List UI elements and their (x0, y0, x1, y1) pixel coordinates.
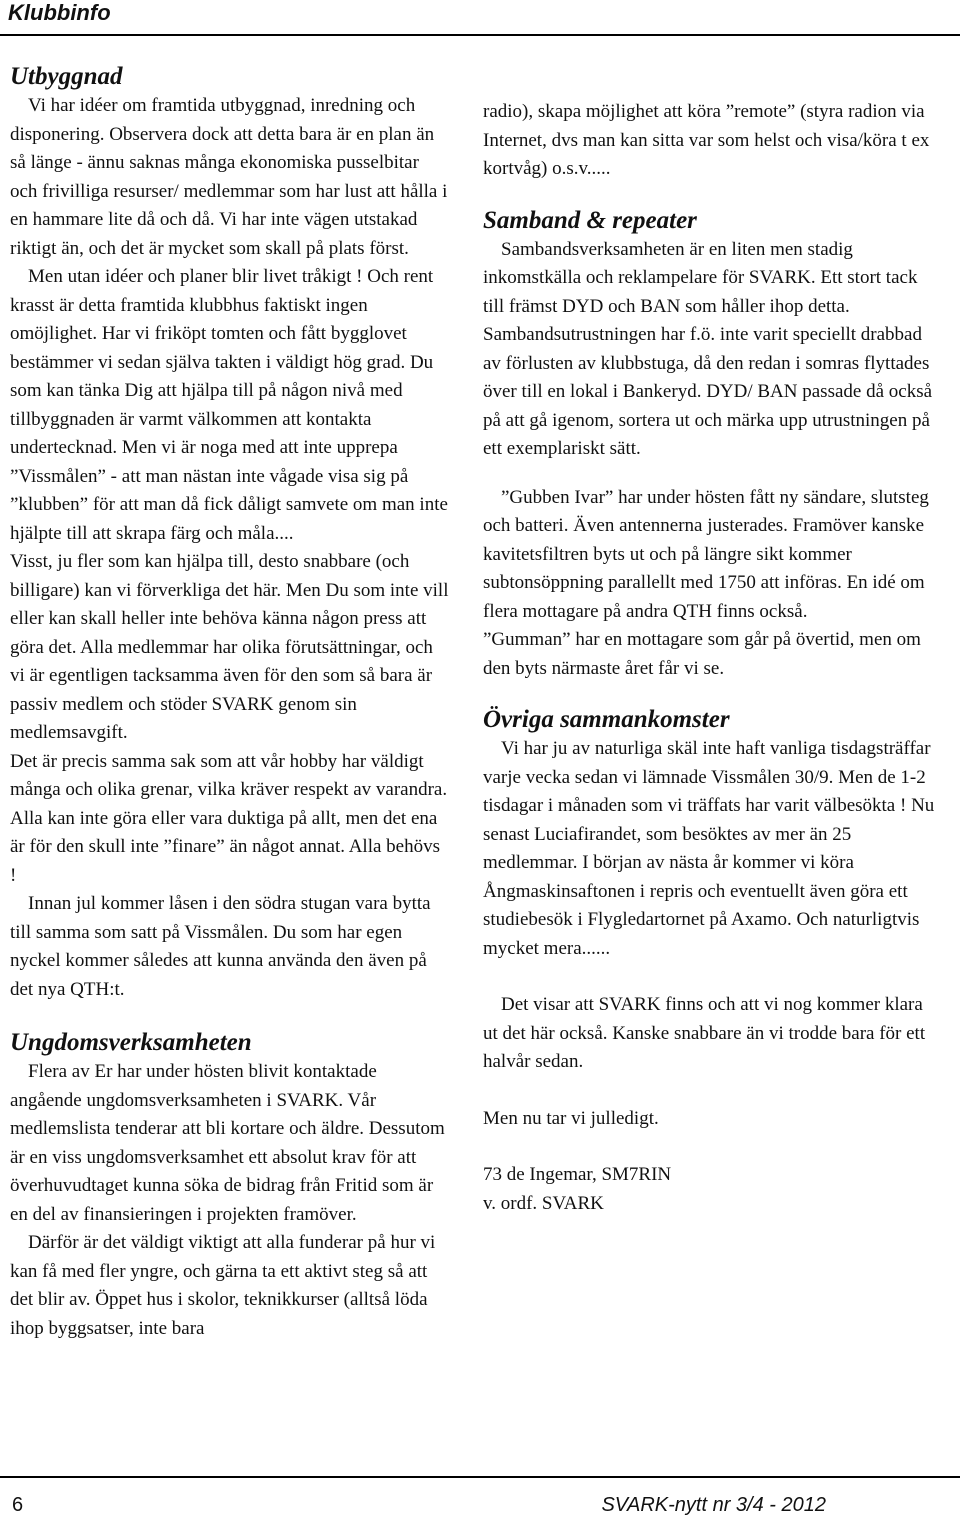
paragraph: ”Gubben Ivar” har under hösten fått ny sändare, slutsteg och batteri. Även antennerna justerades. Framöver kanske kavitetsfiltren byts ut och på längre sikt kommer subtonsöppning parallellt med 1750 att införas. En idé om flera mottagare på andra QTH finns också. (483, 486, 929, 622)
paragraph: Visst, ju fler som kan hjälpa till, desto snabbare (och billigare) kan vi förverkliga det här. Men Du som inte vill eller kan skall heller inte behöva känna någon press att göra det. Alla medlemmar har olika förutsättningar, och vi är egentligen tacksamma även för den som så bara är passiv medlem och stöder SVARK genom sin medlemsavgift. (10, 551, 449, 743)
section-heading-ovriga: Övriga sammankomster (483, 706, 730, 733)
right-column (483, 98, 938, 1218)
paragraph: Sambandsverksamheten är en liten men stadig inkomstkälla och reklampelare för SVARK. Ett stort tack till främst DYD och BAN som håller ihop detta. Sambandsutrustningen har f.ö. inte varit speciellt drabbad av förlusten av klubbstuga, då den redan i somras flyttades över till en lokal i Bankeryd. DYD/ BAN passade då också på att gå igenom, sortera ut och märka upp utrustningen på ett exemplariskt sätt. (483, 238, 933, 459)
publication-title: SVARK-nytt nr 3/4 - 2012 (601, 1494, 826, 1516)
paragraph: Vi har idéer om framtida utbyggnad, inredning och disponering. Observera dock att detta bara är en plan än så länge - ännu saknas många ekonomiska pusselbitar och frivilliga resurser/ medlemmar som har lust att hålla i en hammare lite då och då. Vi har inte vägen utstakad riktigt än, och det är mycket som skall på plats först. (10, 95, 448, 259)
paragraph: radio), skapa möjlighet att köra ”remote” (styra radion via Internet, dvs man kan sitta var som helst och visa/köra t ex kortvåg) o.s.v..... (483, 101, 930, 179)
section-heading-samband: Samband & repeater (483, 206, 697, 234)
section-heading-utbyggnad: Utbyggnad (10, 63, 123, 90)
paragraph: Det är precis samma sak som att vår hobby har väldigt många och olika grenar, vilka kräver respekt av varandra. Alla kan inte göra eller vara duktiga på allt, men det ena är för den skull inte ”finare” än något annat. Alla behövs ! (10, 750, 448, 886)
paragraph: Det visar att SVARK finns och att vi nog kommer klara ut det här också. Kanske snabbare än vi trodde bara för ett halvår sedan. (483, 994, 926, 1072)
paragraph: Men nu tar vi julledigt. (483, 1107, 659, 1129)
footer-divider (0, 1476, 960, 1478)
header-divider (0, 34, 960, 36)
paragraph: Flera av Er har under hösten blivit kontaktade angående ungdomsverksamheten i SVARK. Vår medlemslista tenderar att bli kortare och äldre. Dessutom är en viss ungdomsverksamhet ett absolut krav för att överhuvudtaget kunna söka de bidrag från Fritid som är en del av finansieringen i projekten framöver. (10, 1061, 445, 1225)
page-number: 6 (12, 1494, 24, 1516)
page-header-title: Klubbinfo (8, 0, 111, 25)
signature (483, 1161, 938, 1218)
paragraph: Vi har ju av naturliga skäl inte haft vanliga tisdagsträffar varje vecka sedan vi lämnade Vissmålen 30/9. Men de 1-2 tisdagar i månaden som vi träffats har varit välbesökta ! Nu senast Luciafirandet, som besöktes av mer än 25 medlemmar. I början av nästa år kommer vi köra Ångmaskinsaftonen i repris och eventuellt även göra ett studiebesök i Flygledartornet på Axamo. Och naturligtvis mycket mera...... (483, 738, 935, 959)
left-column (10, 62, 450, 1343)
paragraph: Därför är det väldigt viktigt att alla funderar på hur vi kan få med fler yngre, och gärna ta ett aktivt steg så att det blir av. Öppet hus i skolor, teknikkurser (alltså löda ihop byggsatser, inte bara (10, 1232, 436, 1339)
paragraph: Innan jul kommer låsen i den södra stugan vara bytta till samma som satt på Vissmålen. Du som har egen nyckel kommer således att kunna använda den även på det nya QTH:t. (10, 893, 431, 1000)
signature-line: 73 de Ingemar, SM7RIN (483, 1164, 672, 1185)
paragraph: ”Gumman” har en mottagare som går på övertid, men om den byts närmaste året får vi se. (483, 629, 921, 679)
section-heading-ungdomsverksamheten: Ungdomsverksamheten (10, 1029, 252, 1056)
signature-line: v. ordf. SVARK (483, 1192, 604, 1214)
paragraph: Men utan idéer och planer blir livet tråkigt ! Och rent krasst är detta framtida klubbhus faktiskt ingen omöjlighet. Har vi friköpt tomten och fått bygglovet bestämmer vi sedan själva takten i väldigt hög grad. Du som kan tänka Dig att hjälpa till på någon nivå med tillbyggnaden är varmt välkommen att kontakta undertecknad. Men vi är noga med att inte upprepa ”Vissmålen” - att man nästan inte vågade visa sig på ”klubben” för att man då fick dåligt samvete om man inte hjälpte till att skrapa färg och måla.... (10, 266, 448, 544)
